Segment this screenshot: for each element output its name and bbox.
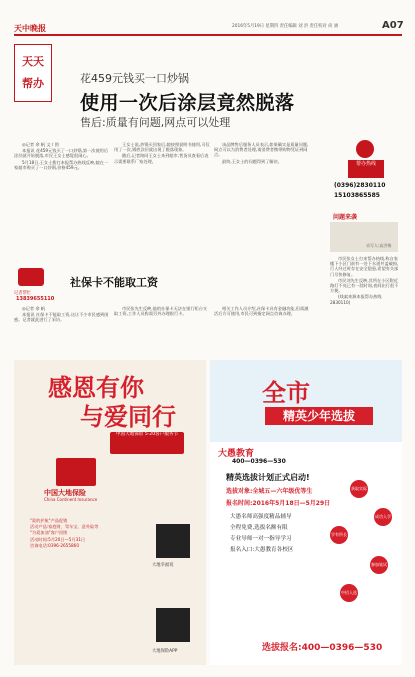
column-badge: [14, 44, 52, 102]
article-column-5: [114, 306, 210, 356]
process-tree: [320, 480, 400, 630]
paragraph: 5月18日,王女士拨打本报帮办热线反映,她在一家超市购买了一口炒锅,价格459元。: [14, 159, 109, 170]
ad-list: [230, 512, 322, 622]
paragraph: 市民张女士打来帮办热线,称自家楼下小区门前有一处下水道井盖破损,行人经过时存在安全隐患,希望有关部门尽快修复。: [330, 256, 399, 277]
qr-label: 大地幸福说: [152, 563, 174, 568]
paragraph: 市民张先生反映,他的社保卡无法在银行柜台支取工资,工作人员称需另外办理银行卡。: [114, 306, 208, 317]
paragraph: (线索来源本报帮办热线2830110): [330, 294, 382, 305]
reporter-help-label: 记者帮忙: [14, 291, 32, 296]
ad-heading: 精英选拔计划正式启动!: [226, 473, 310, 482]
paragraph: 本报讯 花459元钱买了一口炒锅,第一次使用后涂层就开始脱落,市民王女士感觉很闹心。: [14, 148, 109, 159]
ad-title-line1: 全市: [262, 379, 310, 407]
ad-line: 咨询电话:0396-2655860: [30, 542, 79, 548]
qr-code-icon: [156, 524, 190, 558]
ad-brand: 大愚教育: [218, 449, 255, 459]
qr-label: 大地保险APP: [152, 649, 178, 654]
tree-node: 获取实际评价: [350, 480, 368, 498]
article-column-6: [214, 306, 310, 356]
badge-line2: 帮办: [22, 77, 44, 90]
ad-subheading: 选拔对象:全城五—六年级优等生: [226, 488, 313, 495]
ad-details: [22, 518, 154, 660]
second-headline: 社保卡不能取工资: [70, 276, 158, 289]
reporter-help-logo: [18, 268, 44, 286]
ad-subheading: 报名时间:2016年5月18日—5月29日: [226, 500, 331, 507]
tree-node: 成功入学: [374, 508, 392, 526]
article-kicker: 花459元钱买一口炒锅: [80, 72, 189, 85]
article-headline: 使用一次后涂层竟然脱落: [80, 92, 295, 114]
reporter-help-phone: 13839655110: [16, 296, 55, 302]
ad-footer: 选拔报名:400—0396—530: [262, 643, 383, 653]
insurance-logo-icon: [56, 458, 96, 486]
sidebar-title: 问题来袭: [333, 214, 358, 221]
paragraph: 王女士说,炒锅买回家后,她按照说明书使用,可仅用了一次,锅底涂层就出现了脱落现象。: [114, 142, 210, 153]
qr-code-icon: [156, 608, 190, 642]
ad-phone: 400—0396—530: [232, 458, 286, 465]
paragraph: ◎记者 余 帆: [22, 306, 46, 311]
ad-list-item: 大愚名师高强度精品辅导: [230, 514, 292, 520]
paragraph: 市民刘先生反映,其所在小区附近路灯不亮已有一段时间,夜间出行很不方便。: [330, 277, 399, 294]
paragraph: 该品牌售后服务人员表示,如果确实是质量问题,网点可以为消费者处理,请消费者携带购物凭证到网点。: [214, 142, 309, 158]
page-number: A07: [382, 20, 404, 31]
issue-info: 2016年5月19日 星期四 责任编辑 刘 洪 责任校对 尚 涵: [232, 24, 339, 29]
ad-list-item: 专业导师一对一指导学习: [230, 536, 292, 542]
article-column-1: [14, 142, 110, 260]
badge-line1: 天天: [22, 55, 44, 68]
phone-icon: [356, 140, 374, 158]
ad-list-item: 全程免费,选拔名额有限: [230, 525, 288, 531]
ad-title-line1: 感恩有你: [48, 373, 144, 402]
paragraph: ◎记者 余 帆 文 / 图: [22, 142, 59, 147]
helpline-number: (0396)2830110: [334, 182, 386, 189]
helpline-mobile: 15103865585: [334, 192, 380, 199]
paragraph: 相关工作人员介绍,社保卡具有金融功能,但需激活后方可使用,市民可到指定网点咨询办理。: [214, 306, 309, 317]
ad-event-badge: 中国大地保险 5·20客户服务节: [110, 432, 184, 454]
ad-line: "爱的护航"产品促销: [30, 518, 68, 523]
ad-brand: 中国大地保险: [44, 489, 86, 497]
tree-node: 学有所长: [330, 526, 348, 544]
paragraph: 随后,记者陪同王女士来到超市,售货员查看后表示需要联系厂家处理。: [114, 153, 209, 164]
newspaper-logo: 天中晚报: [14, 23, 46, 33]
article-column-2: [114, 142, 210, 260]
ad-line: 活动时间:5月20日—5月31日: [30, 536, 86, 542]
ad-brand-en: China Continent Insurance: [44, 497, 98, 502]
sidebar-caption: 采写人:高洪梅: [366, 243, 392, 248]
article-subhead: 售后:质量有问题,网点可以处理: [80, 116, 231, 129]
ad-line: 活动产品:家庭财、驾车宝、意外险等: [30, 524, 99, 530]
paragraph: 最终,王女士的问题得到了解决。: [222, 158, 282, 164]
ad-title-line2: 精英少年选拔: [265, 407, 373, 425]
header-rule: [14, 34, 402, 36]
tree-node: 参加笔试: [370, 556, 388, 574]
ad-title-line2: 与爱同行: [80, 402, 176, 431]
paragraph: 本报讯 社保卡不能取工资,这让不少市民感到困惑。记者就此进行了采访。: [14, 312, 109, 323]
helpline-label: 帮办热线: [348, 160, 384, 178]
article-column-3: [214, 142, 310, 260]
ad-line: "为爱加油"客户回馈: [30, 530, 68, 536]
tree-node: 中招入选: [340, 584, 358, 602]
ad-list-item: 报名入口:大愚教育各校区: [230, 547, 294, 553]
article-column-4: [14, 306, 110, 356]
